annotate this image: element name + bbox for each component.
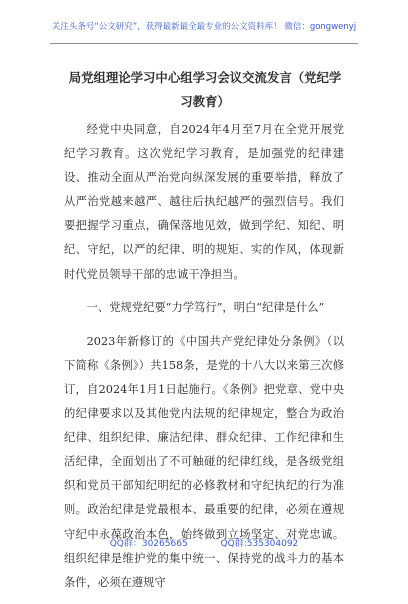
section-heading: 一、党规党纪要“力学笃行”，明白“纪律是什么”	[86, 300, 325, 314]
document-body	[64, 118, 344, 604]
document-title: 局党组理论学习中心组学习会议交流发言（党纪学习教育）	[68, 70, 342, 109]
body-paragraph: 2023年新修订的《中国共产党纪律处分条例》（以下简称《条例》）共158条，是党的十八大以来第三次修订，自2024年1月1日起施行。《条例》把党章、党中央的纪律要求以及其他党内法规的纪律规定，整合为政治纪律、组织纪律、廉洁纪律、群众纪律、工作纪律和生活纪律，全面划出了不可触碰的纪律红线，是各级党组织和党员干部知纪明纪的必修教材和守纪执纪的行为准则。政治纪律是党最根本、最重要的纪律，必须在遵规守纪中永葆政治本色，始终做到立场坚定、对党忠诚。组织纪律是维护党的集中统一、保持党的战斗力的基本条件，必须在遵规守	[64, 334, 344, 589]
footer-qq-group-2: QQ群:535304092	[220, 539, 299, 549]
header-notice: 关注头条号“公文研究”，获得最新最全最专业的公文资料库！ 微信：gongwenyj	[51, 22, 357, 32]
footer-qq-group-1: QQ群：30265665	[109, 539, 188, 549]
footer-contacts	[0, 536, 408, 549]
intro-paragraph: 经党中央同意，自2024年4月至7月在全党开展党纪学习教育。这次党纪学习教育，是加强党的纪律建设、推动全面从严治党向纵深发展的重要举措，释放了从严治党越来越严、越往后执纪越严的强烈信号。我们要把握学习重点，确保落地见效，做到学纪、知纪、明纪、守纪，以严的纪律、明的规矩、实的作风，体现新时代党员领导干部的忠诚干净担当。	[64, 123, 344, 281]
header-divider	[50, 43, 358, 44]
